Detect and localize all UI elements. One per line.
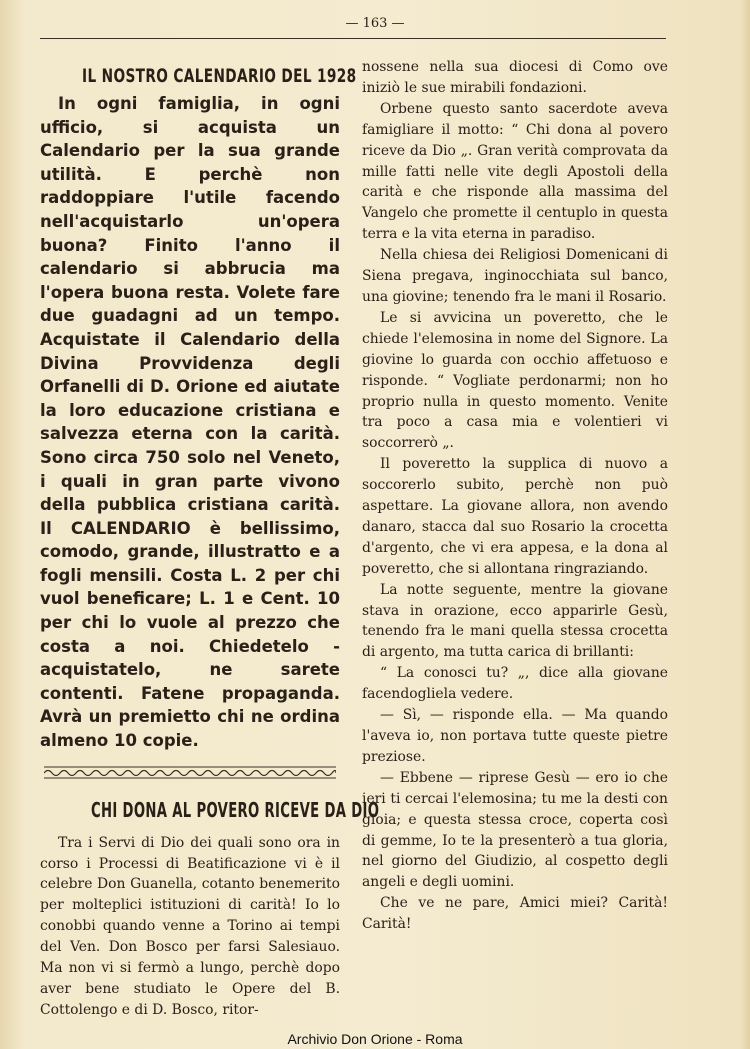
calendar-announcement: In ogni famiglia, in ogni ufficio, si acquista un Calendario per la sua grande utilità. E perchè non raddoppiare l'utile facendo nell'acquistarlo un'opera buona? Finito l'anno il calendario si abbrucia ma l'opera buona resta. Volete fare due guadagni ad un tempo. Acquistate il Calendario della Divina Provvidenza degli Orfanelli di D. Orione ed aiutate la loro educazione cristiana e salvezza eterna con la carità. Sono circa 750 solo nel Veneto, i quali in gran parte vivono della pubblica cristiana carità. Il CALENDARIO è bellissimo, comodo, grande, illustratto e a fogli mensili. Costa L. 2 per chi vuol beneficare; L. 1 e Cent. 10 per chi lo vuole al prezzo che costa a noi. Chiedetelo - acquistatelo, ne sarete contenti. Fatene propaganda. Avrà un premietto chi ne ordina almeno 10 copie.: [40, 94, 340, 751]
article-intro: Tra i Servi di Dio dei quali sono ora in corso i Processi di Beatificazione vi è il celebre Don Guanella, cotanto benemerito per molteplici istituzioni di carità! Io lo conobbi quando venne a Torino ai tempi del Ven. Don Bosco per farsi Salesiauo. Ma non vi si fermò a lungo, perchè dopo aver bene studiato le Opere del B. Cottolengo e di D. Bosco, ritor-: [40, 834, 340, 1018]
story-paragraph: Nella chiesa dei Religiosi Domenicani di Siena pregava, inginocchiata sul banco, una giovine; tenendo fra le mani il Rosario.: [362, 247, 668, 305]
page-number: — 163 —: [345, 16, 405, 31]
story-paragraph: nossene nella sua diocesi di Como ove iniziò le sue mirabili fondazioni.: [362, 59, 668, 96]
left-column: [40, 58, 380, 1021]
story-paragraph: Orbene questo santo sacerdote aveva famigliare il motto: “ Chi dona al povero riceve da Dio „. Gran verità comprovata da mille fatti nelle vite degli Apostoli della carità e che risponde alla massima del Vangelo che promette il centuplo in questa terra e la vita eterna in paradiso.: [362, 100, 668, 243]
story-paragraph: — Sì, — risponde ella. — Ma quando l'aveva io, non portava tutte queste pietre preziose.: [362, 707, 668, 765]
right-column: [362, 57, 668, 935]
header-rule: [40, 38, 666, 39]
story-paragraph: Che ve ne pare, Amici miei? Carità! Carità!: [362, 895, 668, 933]
archive-footer: Archivio Don Orione - Roma: [287, 1031, 463, 1047]
article-heading: CHI DONA AL POVERO RICEVE DA DIO: [90, 797, 380, 822]
story-paragraph: Il poveretto la supplica di nuovo a soccorerlo subito, perchè non può aspettare. La giovane allora, non avendo danaro, stacca dal suo Rosario la crocetta d'argento, che vi era appesa, e la dona al poveretto, che si allontana ringraziando.: [362, 456, 668, 577]
story-paragraph: La notte seguente, mentre la giovane stava in orazione, ecco apparirle Gesù, tenendo fra le mani quella stessa crocetta di argento, ma tutta carica di brillanti:: [362, 581, 668, 661]
story-paragraph: — Ebbene — riprese Gesù — ero io che ieri ti cercai l'elemosina; tu me la desti con gioia; e questa stessa croce, coperta così di gemme, Io te la presenterò a tua gloria, nel giorno del Giudizio, al cospetto degli angeli e degli uomini.: [362, 769, 668, 891]
story-paragraph: “ La conosci tu? „, dice alla giovane facendogliela vedere.: [362, 665, 668, 703]
ornamental-divider: [44, 765, 336, 779]
calendar-heading: IL NOSTRO CALENDARIO DEL 1928: [81, 65, 357, 87]
story-paragraph: Le si avvicina un poveretto, che le chiede l'elemosina in nome del Signore. La giovine lo guarda con occhio affetuoso e risponde. “ Vogliate perdonarmi; non ho proprio nulla in questo momento. Venite tra poco a casa mia e volentieri vi soccorrerò „.: [362, 309, 668, 452]
